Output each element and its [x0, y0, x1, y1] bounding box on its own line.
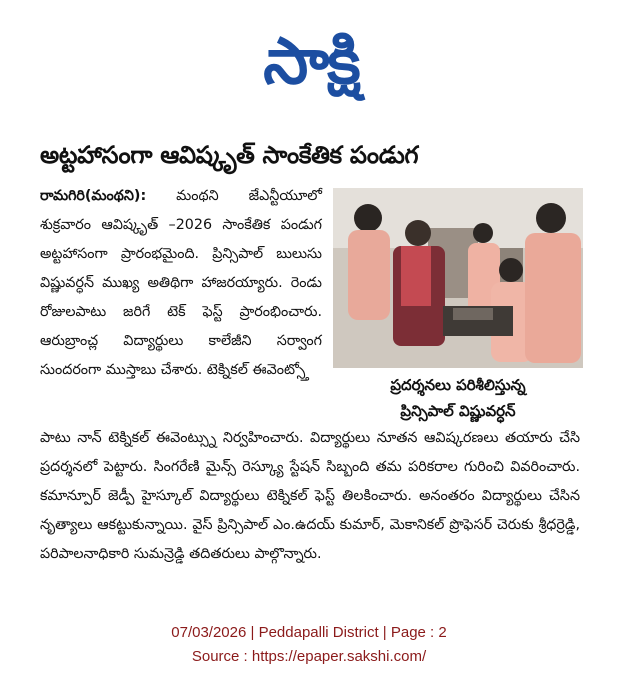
- photo-caption: [333, 372, 583, 424]
- article-headline: అట్టహాసంగా ఆవిష్కృత్ సాంకేతిక పండుగ: [40, 141, 419, 169]
- article-body-full-width: పాటు నాన్ టెక్నికల్ ఈవెంట్స్ను నిర్వహించారు. విద్యార్థులు నూతన ఆవిష్కరణలు తయారు చేసి ప్రదర్శనలో పెట్టారు. సింగరేణి మైన్స్ రెస్క్యూ స్టేషన్ సిబ్బంది తమ పరికరాల గురించి వివరించారు. కమాన్పూర్ జెడ్పీ హైస్కూల్ విద్యార్థులు టెక్నికల్ ఫెస్ట్ తిలకించారు. అనంతరం విద్యార్థులు చేసిన నృత్యాలు ఆకట్టుకున్నాయి. వైస్ ప్రిన్సిపాల్ ఎం.ఉదయ్ కుమార్, మెకానికల్ ప్రొఫెసర్ చెరుకు శ్రీధర్రెడ్డి, పరిపాలనాధికారి సుమన్రెడ్డి తదితరులు పాల్గొన్నారు.: [40, 430, 580, 562]
- article-dateline: రామగిరి(మంథని):: [40, 188, 147, 204]
- photo-caption-line-2: ప్రిన్సిపాల్ విష్ణువర్ధన్: [400, 402, 516, 420]
- footer-source-link[interactable]: Source : https://epaper.sakshi.com/: [191, 648, 427, 665]
- article-body-left-text: మంథని జేఎన్టీయూలో శుక్రవారం ఆవిష్కృత్ –2026 సాంకేతిక పండుగ అట్టహాసంగా ప్రారంభమైంది. ప్రిన్సిపాల్ బులుసు విష్ణువర్ధన్ ముఖ్య అతిథిగా హాజరయ్యారు. రెండు రోజులపాటు జరిగే టెక్ ఫెస్ట్ ప్రారంభించారు. ఆరుబ్రాంచ్ల విద్యార్థులు కాలేజీని సర్వాంగ సుందరంగా ముస్తాబు చేశారు. టెక్నికల్ ఈవెంట్స్తో: [40, 188, 322, 378]
- photo-caption-line-1: ప్రదర్శనలు పరిశీలిస్తున్న: [390, 376, 526, 394]
- footer-date-district-page: 07/03/2026 | Peddapalli District | Page : 2: [171, 624, 447, 641]
- article-photo: [333, 188, 583, 368]
- photo-illustration: [333, 188, 583, 368]
- sakshi-logo: సాక్షి: [263, 25, 359, 99]
- article-body-column: [40, 182, 322, 385]
- page-footer: [0, 621, 618, 669]
